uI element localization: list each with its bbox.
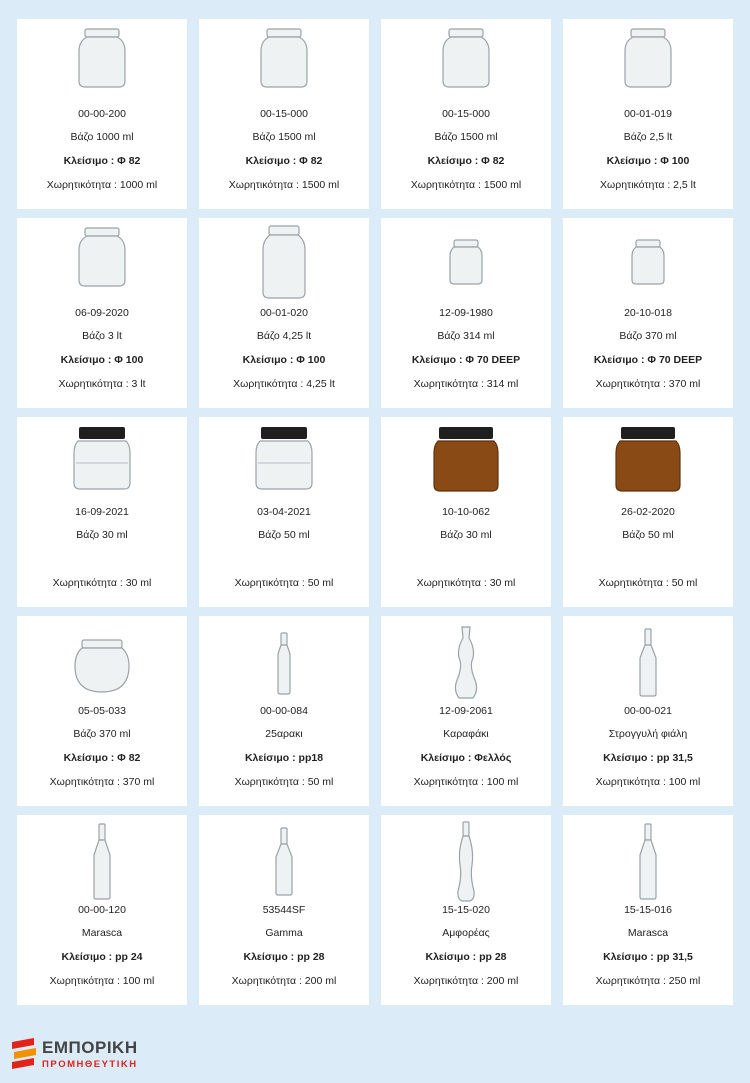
amphora-bottle-icon: [454, 821, 478, 903]
product-capacity: Χωρητικότητα : 370 ml: [49, 776, 155, 788]
product-capacity: Χωρητικότητα : 100 ml: [595, 776, 701, 788]
product-code: 20-10-018: [624, 307, 672, 319]
small-jar-icon: [631, 238, 665, 286]
product-name: Βάζο 30 ml: [440, 529, 492, 541]
round-bottle-icon: [638, 628, 658, 698]
product-image: [563, 19, 733, 107]
product-capacity: Χωρητικότητα : 100 ml: [49, 975, 155, 987]
product-code: 00-15-000: [442, 108, 490, 120]
product-name: Gamma: [265, 927, 303, 939]
product-closure: Κλείσιμο : Φελλός: [420, 752, 512, 764]
wide-jar-icon: [77, 226, 127, 288]
product-image: [17, 218, 187, 306]
product-closure: Κλείσιμο : Φ 82: [63, 155, 141, 167]
product-capacity: Χωρητικότητα : 1000 ml: [46, 179, 158, 191]
product-capacity: Χωρητικότητα : 370 ml: [595, 378, 701, 390]
product-card[interactable]: [563, 19, 733, 209]
product-capacity: Χωρητικότητα : 3 lt: [58, 378, 146, 390]
product-capacity: Χωρητικότητα : 50 ml: [234, 776, 334, 788]
clear-capped-jar-icon: [73, 425, 131, 491]
product-capacity: Χωρητικότητα : 250 ml: [595, 975, 701, 987]
product-name: Βάζο 1500 ml: [434, 131, 498, 143]
product-capacity: Χωρητικότητα : 100 ml: [413, 776, 519, 788]
product-code: 00-00-120: [78, 904, 126, 916]
product-closure: Κλείσιμο : pp 24: [61, 951, 143, 963]
product-closure: Κλείσιμο : Φ 82: [63, 752, 141, 764]
product-closure: Κλείσιμο : pp 31,5: [603, 752, 693, 764]
product-capacity: Χωρητικότητα : 2,5 lt: [600, 179, 696, 191]
amber-capped-jar-icon: [433, 425, 499, 493]
product-closure: Κλείσιμο : Φ 100: [60, 354, 144, 366]
wide-jar-icon: [623, 27, 673, 89]
wide-jar-icon: [441, 27, 491, 89]
product-code: 00-15-000: [260, 108, 308, 120]
product-image: [381, 417, 551, 505]
square-bottle-icon: [91, 823, 113, 901]
product-capacity: Χωρητικότητα : 200 ml: [231, 975, 337, 987]
product-code: 12-09-2061: [439, 705, 493, 717]
product-image: [381, 218, 551, 306]
product-closure: Κλείσιμο : Φ 70 DEEP: [593, 354, 703, 366]
product-card[interactable]: [17, 218, 187, 408]
product-name: Βάζο 1000 ml: [70, 131, 134, 143]
product-image: [381, 815, 551, 903]
product-image: [199, 218, 369, 306]
product-code: 26-02-2020: [621, 506, 675, 518]
product-name: Βάζο 50 ml: [622, 529, 674, 541]
product-image: [199, 815, 369, 903]
product-code: 00-00-084: [260, 705, 308, 717]
product-image: [563, 616, 733, 704]
product-card[interactable]: [381, 218, 551, 408]
product-name: Βάζο 30 ml: [76, 529, 128, 541]
product-capacity: Χωρητικότητα : 1500 ml: [228, 179, 340, 191]
product-name: Βάζο 370 ml: [619, 330, 677, 342]
product-code: 15-15-016: [624, 904, 672, 916]
product-closure: Κλείσιμο : Φ 82: [245, 155, 323, 167]
product-card[interactable]: [381, 815, 551, 1005]
product-card[interactable]: [563, 218, 733, 408]
wide-jar-icon: [259, 27, 309, 89]
clear-capped-jar-icon: [255, 425, 313, 491]
square-bottle-icon: [637, 823, 659, 901]
product-name: Βάζο 1500 ml: [252, 131, 316, 143]
amber-capped-jar-icon: [615, 425, 681, 493]
product-capacity: Χωρητικότητα : 30 ml: [416, 577, 516, 589]
product-image: [199, 417, 369, 505]
product-image: [563, 815, 733, 903]
product-code: 53544SF: [262, 904, 306, 916]
product-name: Βάζο 3 lt: [82, 330, 122, 342]
small-jar-icon: [449, 238, 483, 286]
product-closure: Κλείσιμο : pp 28: [243, 951, 325, 963]
product-card[interactable]: [199, 218, 369, 408]
product-code: 00-00-200: [78, 108, 126, 120]
product-capacity: Χωρητικότητα : 314 ml: [413, 378, 519, 390]
product-closure: Κλείσιμο : Φ 100: [242, 354, 326, 366]
product-name: Καραφάκι: [443, 728, 489, 740]
product-name: Βάζο 370 ml: [73, 728, 131, 740]
product-closure: Κλείσιμο : Φ 100: [606, 155, 690, 167]
product-card[interactable]: [199, 815, 369, 1005]
product-image: [17, 19, 187, 107]
product-card[interactable]: [17, 417, 187, 607]
product-image: [199, 19, 369, 107]
product-capacity: Χωρητικότητα : 1500 ml: [410, 179, 522, 191]
product-code: 00-00-021: [624, 705, 672, 717]
product-image: [17, 815, 187, 903]
small-bottle-icon: [275, 632, 293, 696]
product-card[interactable]: [17, 815, 187, 1005]
product-card[interactable]: [381, 616, 551, 806]
product-name: Βάζο 50 ml: [258, 529, 310, 541]
product-name: Βάζο 2,5 lt: [623, 131, 673, 143]
product-image: [17, 616, 187, 704]
product-grid: [17, 19, 733, 1005]
product-name: 25αρακι: [265, 728, 303, 740]
product-name: Αμφορέας: [442, 927, 490, 939]
product-image: [381, 19, 551, 107]
product-card[interactable]: [17, 19, 187, 209]
product-closure: Κλείσιμο : Φ 82: [427, 155, 505, 167]
product-capacity: Χωρητικότητα : 4,25 lt: [233, 378, 335, 390]
product-closure: Κλείσιμο : pp 28: [425, 951, 507, 963]
product-card[interactable]: [17, 616, 187, 806]
product-code: 16-09-2021: [75, 506, 129, 518]
product-card[interactable]: [199, 19, 369, 209]
product-card[interactable]: [199, 616, 369, 806]
round-bottle-icon: [274, 827, 294, 897]
round-jar-icon: [74, 638, 130, 694]
logo-text: ΕΜΠΟΡΙΚΗ: [42, 1038, 138, 1057]
product-capacity: Χωρητικότητα : 50 ml: [234, 577, 334, 589]
product-code: 06-09-2020: [75, 307, 129, 319]
company-logo-icon: [12, 1038, 38, 1074]
product-card[interactable]: [199, 417, 369, 607]
product-code: 05-05-033: [78, 705, 126, 717]
product-card[interactable]: [381, 19, 551, 209]
product-code: 00-01-019: [624, 108, 672, 120]
product-name: Marasca: [81, 927, 123, 939]
tall-jar-icon: [261, 224, 307, 300]
product-name: Στρογγυλή φιάλη: [608, 728, 688, 740]
product-image: [199, 616, 369, 704]
product-card[interactable]: [563, 616, 733, 806]
logo-subtext: ΠΡΟΜΗΘΕΥΤΙΚΗ: [42, 1059, 138, 1070]
product-card[interactable]: [381, 417, 551, 607]
product-capacity: Χωρητικότητα : 30 ml: [52, 577, 152, 589]
product-closure: Κλείσιμο : pp 31,5: [603, 951, 693, 963]
wide-jar-icon: [77, 27, 127, 89]
product-closure: Κλείσιμο : pp18: [244, 752, 324, 764]
carafe-bottle-icon: [453, 626, 479, 700]
product-capacity: Χωρητικότητα : 50 ml: [598, 577, 698, 589]
product-image: [563, 417, 733, 505]
product-name: Βάζο 314 ml: [437, 330, 495, 342]
product-name: Βάζο 4,25 lt: [256, 330, 312, 342]
product-closure: Κλείσιμο : Φ 70 DEEP: [411, 354, 521, 366]
product-code: 10-10-062: [442, 506, 490, 518]
product-capacity: Χωρητικότητα : 200 ml: [413, 975, 519, 987]
product-image: [17, 417, 187, 505]
company-logo: [12, 1036, 212, 1076]
product-card[interactable]: [563, 815, 733, 1005]
product-code: 12-09-1980: [439, 307, 493, 319]
product-code: 15-15-020: [442, 904, 490, 916]
product-name: Marasca: [627, 927, 669, 939]
product-code: 03-04-2021: [257, 506, 311, 518]
product-card[interactable]: [563, 417, 733, 607]
product-code: 00-01-020: [260, 307, 308, 319]
product-image: [381, 616, 551, 704]
product-image: [563, 218, 733, 306]
